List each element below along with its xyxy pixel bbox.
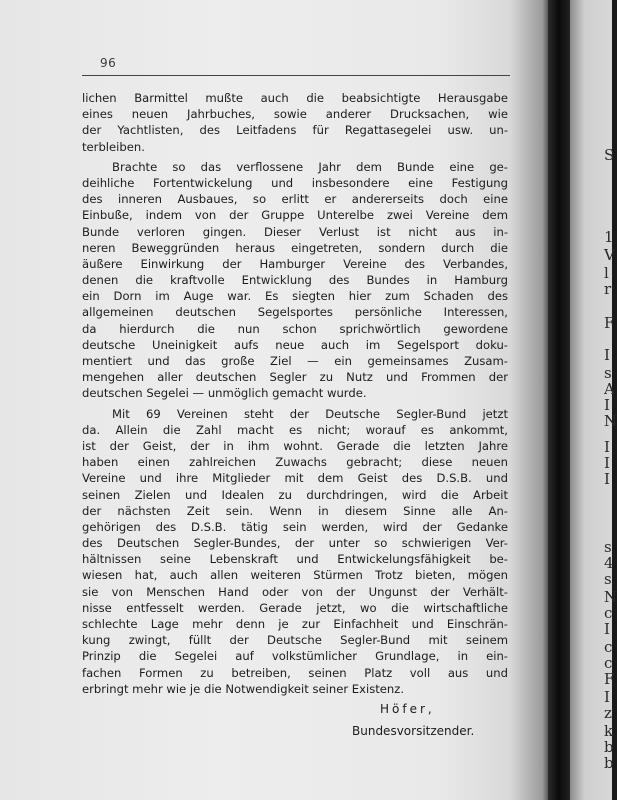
text-line: neren Beweggründen heraus eingetreten, sondern durch die bbox=[82, 240, 508, 255]
facing-page-glyph: k bbox=[604, 722, 614, 740]
facing-page-glyph: c bbox=[604, 638, 613, 656]
facing-page-glyph: I bbox=[604, 688, 610, 706]
text-line: der Yachtlisten, des Leitfadens für Regattasegelei usw. un- bbox=[82, 123, 508, 138]
text-line: Prinzip die Segelei auf volkstümlicher Grundlage, in ein- bbox=[82, 649, 508, 664]
facing-page-glyph: s bbox=[604, 538, 612, 556]
header-rule bbox=[82, 75, 510, 76]
facing-page-glyph: S bbox=[604, 146, 615, 164]
facing-page-glyph: c bbox=[604, 654, 613, 672]
text-line: haben einen zahlreichen Zuwachs gebracht; diese neuen bbox=[82, 455, 508, 470]
facing-page-glyph: z bbox=[604, 704, 612, 722]
page-number: 96 bbox=[100, 56, 117, 70]
facing-page-glyph: b bbox=[604, 738, 614, 756]
text-line: Vereine und ihre Mitglieder mit dem Geist des D.S.B. und bbox=[82, 471, 508, 486]
paragraph bbox=[82, 90, 508, 155]
text-line: erbringt mehr wie je die Notwendigkeit seiner Existenz. bbox=[82, 681, 405, 696]
text-line: der nächsten Zeit sein. Wenn in diesem Sinne alle An- bbox=[82, 503, 508, 518]
signature-title: Bundesvorsitzender. bbox=[352, 724, 475, 738]
facing-page-glyph: 1 bbox=[604, 228, 614, 246]
facing-page-glyph: N bbox=[604, 588, 617, 606]
text-line: hältnissen seine Lebenskraft und Entwickelungsfähigkeit be- bbox=[82, 552, 508, 567]
body-text bbox=[82, 90, 508, 697]
text-line: Mit 69 Vereinen steht der Deutsche Segler-Bund jetzt bbox=[112, 406, 508, 421]
text-line: kung zwingt, füllt der Deutsche Segler-Bund mit seinem bbox=[82, 633, 508, 648]
text-line: Brachte so das verflossene Jahr dem Bunde eine ge- bbox=[112, 159, 508, 174]
facing-page-glyph: F bbox=[604, 670, 615, 688]
paragraph bbox=[82, 406, 508, 697]
text-line: deihliche Fortentwickelung und insbesondere eine Festigung bbox=[82, 175, 508, 190]
text-line: deutschen Segelei — unmöglich gemacht wurde. bbox=[82, 386, 367, 401]
text-line: terbleiben. bbox=[82, 139, 145, 154]
facing-page-glyph: c bbox=[604, 604, 613, 622]
text-line: ein Dorn im Auge war. Es siegten hier zum Schaden des bbox=[82, 289, 508, 304]
facing-page-edge bbox=[570, 0, 617, 800]
facing-page-glyph: s bbox=[604, 364, 612, 382]
text-line: deutsche Uneinigkeit aufs neue auch im Segelsport doku- bbox=[82, 337, 508, 352]
text-line: sie von Menschen Hand oder von der Ungunst der Verhält- bbox=[82, 584, 508, 599]
facing-page-glyph: I bbox=[604, 454, 610, 472]
text-line: lichen Barmittel mußte auch die beabsichtigte Herausgabe bbox=[82, 91, 508, 105]
text-line: wiesen hat, auch allen weiteren Stürmen Trotz bieten, mögen bbox=[82, 568, 508, 583]
text-line: schlechte Lage mehr denn je zur Einfachheit und Einschrän- bbox=[82, 617, 508, 631]
text-line: gehörigen des D.S.B. tätig sein werden, wird der Gedanke bbox=[82, 519, 508, 534]
text-line: denen die kraftvolle Entwicklung des Bundes in Hamburg bbox=[82, 273, 508, 288]
text-line: ist der Geist, der in ihm wohnt. Gerade die letzten Jahre bbox=[82, 438, 508, 453]
facing-page-glyph: I bbox=[604, 396, 610, 414]
facing-page-glyph: 4 bbox=[604, 554, 614, 572]
text-line: des inneren Ausbaues, so erlitt er andererseits doch eine bbox=[82, 192, 508, 207]
text-line: äußere Einwirkung der Hamburger Vereine des Verbandes, bbox=[82, 256, 508, 271]
text-line: eines neuen Jahrbuches, sowie anderer Drucksachen, wie bbox=[82, 107, 508, 122]
facing-page-glyph: N bbox=[604, 412, 617, 430]
facing-page-glyph: I bbox=[604, 470, 610, 488]
text-line: mentiert und das große Ziel — ein gemeinsames Zusam- bbox=[82, 354, 508, 368]
facing-page-glyph: V bbox=[604, 246, 615, 264]
facing-page-glyph: I bbox=[604, 438, 610, 456]
text-line: allgemeinen deutschen Segelsportes persönliche Interessen, bbox=[82, 305, 508, 320]
facing-page-glyph: b bbox=[604, 754, 614, 772]
facing-page-glyph: I bbox=[604, 620, 610, 638]
book-gutter bbox=[548, 0, 570, 800]
text-line: Einbuße, indem von der Gruppe Unterelbe zwei Vereine dem bbox=[82, 208, 508, 223]
text-line: Bunde verloren gingen. Dieser Verlust ist nicht aus in- bbox=[82, 224, 508, 239]
signature-name: Höfer, bbox=[380, 702, 435, 716]
text-line: seinen Zielen und Idealen zu durchdringen, wird die Arbeit bbox=[82, 487, 508, 502]
facing-page-glyph: r bbox=[604, 280, 612, 298]
facing-page-glyph: l bbox=[604, 264, 609, 282]
facing-page-glyph: s bbox=[604, 570, 612, 588]
paragraph bbox=[82, 159, 508, 402]
text-line: da hierdurch die nun schon sprichwörtlich gewordene bbox=[82, 321, 508, 336]
text-line: mengehen aller deutschen Segler zu Nutz und Frommen der bbox=[82, 370, 508, 385]
text-line: da. Allein die Zahl macht es nicht; worauf es ankommt, bbox=[82, 422, 508, 437]
text-line: nisse entfesselt werden. Gerade jetzt, wo die wirtschaftliche bbox=[82, 600, 508, 615]
text-line: fachen Formen zu betreiben, seinen Platz voll aus und bbox=[82, 665, 508, 680]
text-line: des Deutschen Segler-Bundes, der unter so schwierigen Ver- bbox=[82, 536, 508, 551]
facing-page-glyph: I bbox=[604, 346, 610, 364]
facing-page-glyph: A bbox=[604, 380, 615, 398]
facing-page-glyph: F bbox=[604, 314, 615, 332]
